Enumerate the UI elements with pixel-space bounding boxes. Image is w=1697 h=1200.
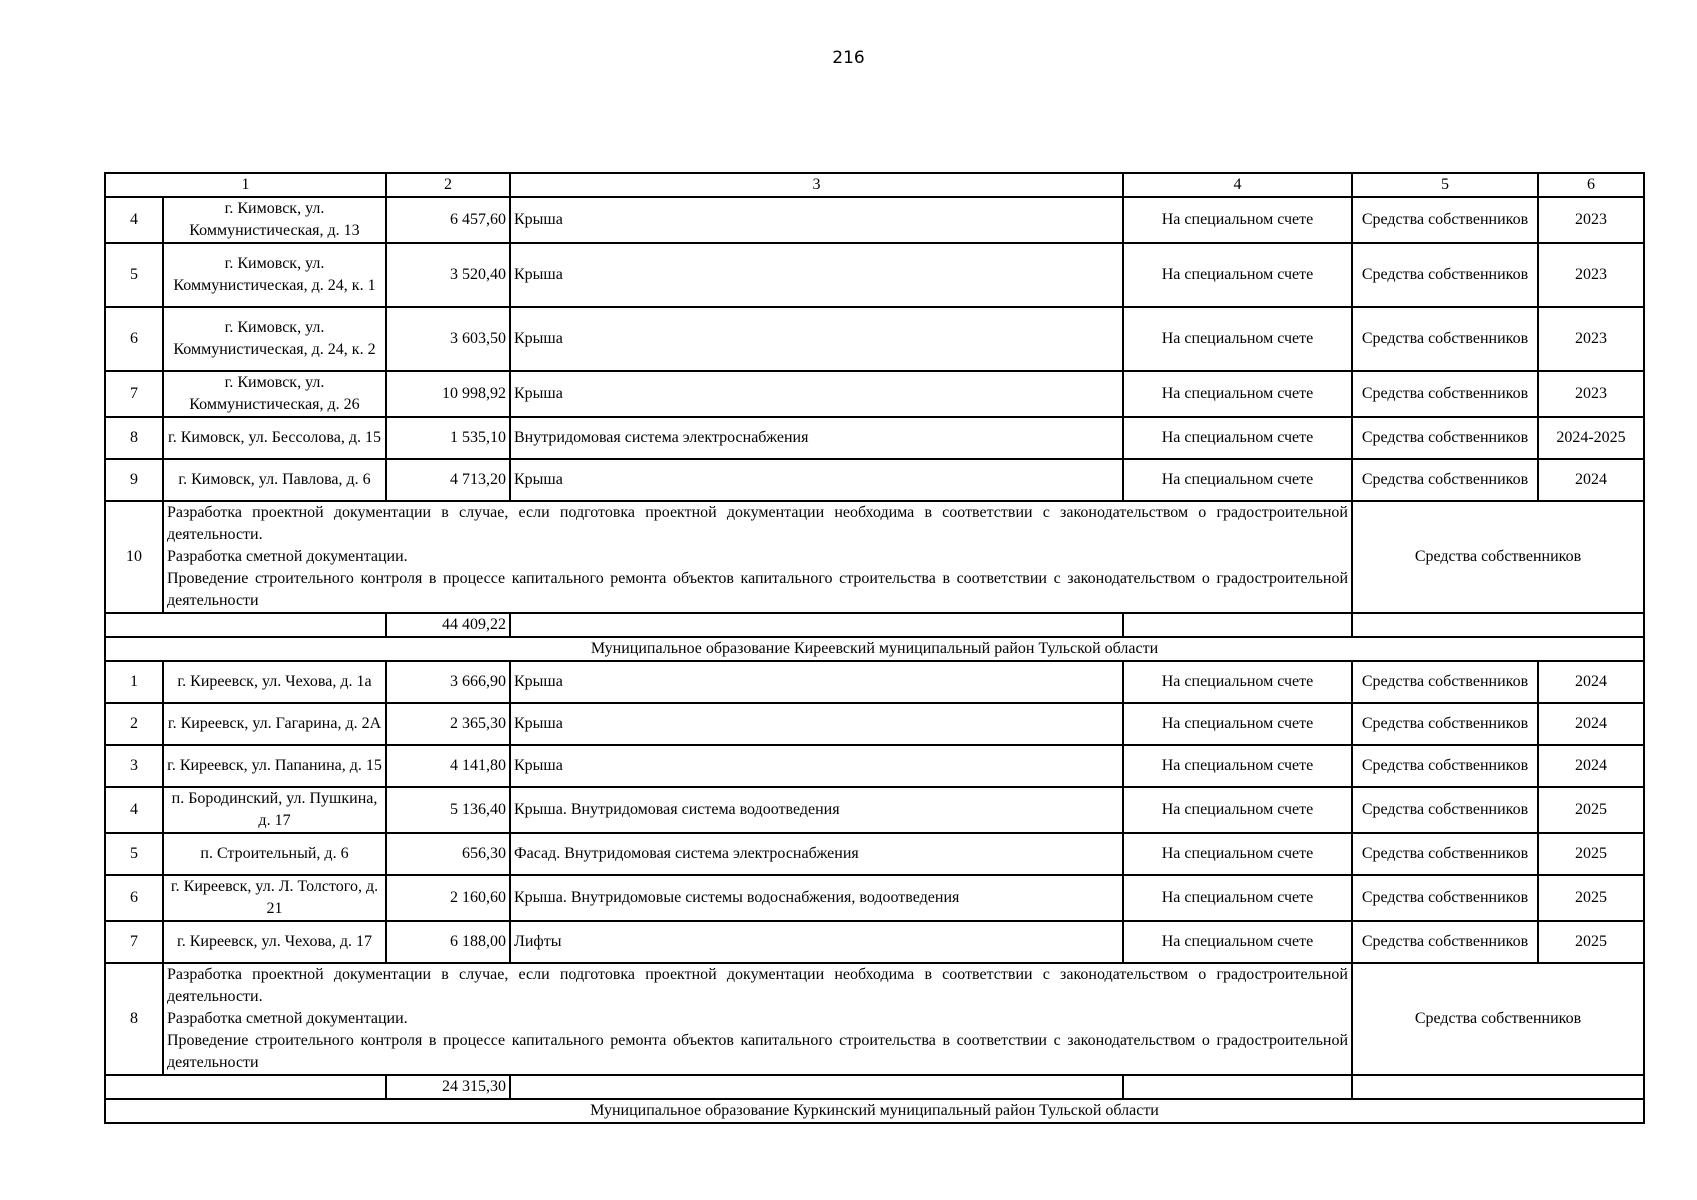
row-source: Средства собственников (1352, 921, 1538, 963)
row-method: На специальном счете (1123, 243, 1352, 307)
row-source: Средства собственников (1352, 963, 1644, 1075)
row-method: На специальном счете (1123, 417, 1352, 459)
row-number: 4 (105, 197, 163, 243)
total-cost: 24 315,30 (386, 1075, 510, 1099)
row-year: 2023 (1538, 197, 1644, 243)
row-year: 2024 (1538, 661, 1644, 703)
row-year: 2023 (1538, 371, 1644, 417)
table-row (105, 371, 1644, 417)
empty-cell (510, 1075, 1123, 1099)
row-year: 2023 (1538, 243, 1644, 307)
row-source: Средства собственников (1352, 197, 1538, 243)
design-docs-row (105, 963, 1644, 1075)
header-row (105, 173, 1644, 197)
row-address: г. Кимовск, ул. Коммунистическая, д. 26 (163, 371, 386, 417)
row-source: Средства собственников (1352, 833, 1538, 875)
design-docs-line: Проведение строительного контроля в процессе капитального ремонта объектов капитального строительства в соответствии с законодательством о градостроительной деятельности (167, 1032, 1348, 1071)
row-year: 2024 (1538, 703, 1644, 745)
row-work: Крыша (510, 661, 1123, 703)
table-row (105, 833, 1644, 875)
row-work: Крыша (510, 371, 1123, 417)
design-docs-description (163, 501, 1352, 613)
empty-cell (1123, 613, 1352, 637)
design-docs-line: Разработка проектной документации в случае, если подготовка проектной документации необходима в соответствии с законодательством о градостроительной деятельности. (167, 966, 1348, 1005)
empty-cell (1352, 1075, 1644, 1099)
row-year: 2024 (1538, 459, 1644, 501)
row-address: п. Бородинский, ул. Пушкина, д. 17 (163, 787, 386, 833)
row-work: Крыша (510, 745, 1123, 787)
capital-repair-table (104, 172, 1645, 1124)
table-row (105, 921, 1644, 963)
row-source: Средства собственников (1352, 371, 1538, 417)
row-work: Крыша (510, 703, 1123, 745)
empty-cell (1123, 1075, 1352, 1099)
header-col-4: 4 (1123, 173, 1352, 197)
row-number: 10 (105, 501, 163, 613)
design-docs-line: Проведение строительного контроля в процессе капитального ремонта объектов капитального строительства в соответствии с законодательством о градостроительной деятельности (167, 570, 1348, 609)
row-number: 8 (105, 417, 163, 459)
row-number: 2 (105, 703, 163, 745)
row-year: 2025 (1538, 833, 1644, 875)
row-number: 5 (105, 833, 163, 875)
row-year: 2025 (1538, 787, 1644, 833)
row-source: Средства собственников (1352, 787, 1538, 833)
row-address: г. Кимовск, ул. Коммунистическая, д. 24, к. 1 (163, 243, 386, 307)
row-source: Средства собственников (1352, 417, 1538, 459)
row-method: На специальном счете (1123, 307, 1352, 371)
table-row (105, 661, 1644, 703)
row-address: г. Киреевск, ул. Папанина, д. 15 (163, 745, 386, 787)
empty-cell (1352, 613, 1644, 637)
row-year: 2025 (1538, 875, 1644, 921)
row-method: На специальном счете (1123, 661, 1352, 703)
row-number: 8 (105, 963, 163, 1075)
header-col-2: 2 (386, 173, 510, 197)
header-col-5: 5 (1352, 173, 1538, 197)
row-year: 2024-2025 (1538, 417, 1644, 459)
row-address: г. Киреевск, ул. Чехова, д. 1а (163, 661, 386, 703)
row-address: п. Строительный, д. 6 (163, 833, 386, 875)
row-cost: 6 188,00 (386, 921, 510, 963)
section-title-row (105, 637, 1644, 661)
row-address: г. Кимовск, ул. Коммунистическая, д. 13 (163, 197, 386, 243)
row-cost: 5 136,40 (386, 787, 510, 833)
design-docs-line: Разработка сметной документации. (167, 1010, 408, 1027)
row-work: Лифты (510, 921, 1123, 963)
row-method: На специальном счете (1123, 703, 1352, 745)
total-row (105, 613, 1644, 637)
table-row (105, 787, 1644, 833)
row-cost: 656,30 (386, 833, 510, 875)
row-work: Крыша (510, 197, 1123, 243)
design-docs-description (163, 963, 1352, 1075)
row-method: На специальном счете (1123, 787, 1352, 833)
row-year: 2024 (1538, 745, 1644, 787)
row-cost: 3 520,40 (386, 243, 510, 307)
row-source: Средства собственников (1352, 501, 1644, 613)
design-docs-row (105, 501, 1644, 613)
row-year: 2025 (1538, 921, 1644, 963)
design-docs-line: Разработка проектной документации в случае, если подготовка проектной документации необходима в соответствии с законодательством о градостроительной деятельности. (167, 504, 1348, 543)
row-cost: 2 365,30 (386, 703, 510, 745)
row-number: 7 (105, 371, 163, 417)
table-row (105, 417, 1644, 459)
row-cost: 10 998,92 (386, 371, 510, 417)
row-cost: 3 666,90 (386, 661, 510, 703)
row-method: На специальном счете (1123, 921, 1352, 963)
row-method: На специальном счете (1123, 459, 1352, 501)
row-number: 5 (105, 243, 163, 307)
row-work: Фасад. Внутридомовая система электроснабжения (510, 833, 1123, 875)
section-title: Муниципальное образование Куркинский муниципальный район Тульской области (105, 1099, 1644, 1123)
header-col-6: 6 (1538, 173, 1644, 197)
row-method: На специальном счете (1123, 833, 1352, 875)
row-cost: 3 603,50 (386, 307, 510, 371)
table-row (105, 745, 1644, 787)
row-address: г. Кимовск, ул. Павлова, д. 6 (163, 459, 386, 501)
row-method: На специальном счете (1123, 745, 1352, 787)
row-address: г. Киреевск, ул. Чехова, д. 17 (163, 921, 386, 963)
row-number: 6 (105, 307, 163, 371)
table-row (105, 459, 1644, 501)
total-row (105, 1075, 1644, 1099)
design-docs-line: Разработка сметной документации. (167, 548, 408, 565)
table-row (105, 197, 1644, 243)
row-work: Внутридомовая система электроснабжения (510, 417, 1123, 459)
row-address: г. Кимовск, ул. Коммунистическая, д. 24, к. 2 (163, 307, 386, 371)
header-col-1: 1 (105, 173, 386, 197)
row-cost: 6 457,60 (386, 197, 510, 243)
empty-cell (510, 613, 1123, 637)
section-title-row (105, 1099, 1644, 1123)
row-number: 9 (105, 459, 163, 501)
row-number: 7 (105, 921, 163, 963)
table-row (105, 703, 1644, 745)
row-source: Средства собственников (1352, 875, 1538, 921)
section-title: Муниципальное образование Киреевский муниципальный район Тульской области (105, 637, 1644, 661)
row-address: г. Киреевск, ул. Л. Толстого, д. 21 (163, 875, 386, 921)
row-number: 6 (105, 875, 163, 921)
row-source: Средства собственников (1352, 745, 1538, 787)
row-cost: 4 141,80 (386, 745, 510, 787)
row-address: г. Киреевск, ул. Гагарина, д. 2А (163, 703, 386, 745)
row-cost: 2 160,60 (386, 875, 510, 921)
row-method: На специальном счете (1123, 197, 1352, 243)
row-work: Крыша. Внутридомовые системы водоснабжения, водоотведения (510, 875, 1123, 921)
table-row (105, 875, 1644, 921)
row-source: Средства собственников (1352, 661, 1538, 703)
row-method: На специальном счете (1123, 371, 1352, 417)
header-col-3: 3 (510, 173, 1123, 197)
row-source: Средства собственников (1352, 307, 1538, 371)
row-work: Крыша (510, 459, 1123, 501)
table-row (105, 243, 1644, 307)
total-cost: 44 409,22 (386, 613, 510, 637)
row-source: Средства собственников (1352, 703, 1538, 745)
row-number: 3 (105, 745, 163, 787)
total-label-cell (105, 1075, 386, 1099)
row-cost: 4 713,20 (386, 459, 510, 501)
row-work: Крыша (510, 243, 1123, 307)
row-source: Средства собственников (1352, 459, 1538, 501)
table-row (105, 307, 1644, 371)
row-year: 2023 (1538, 307, 1644, 371)
row-number: 1 (105, 661, 163, 703)
row-source: Средства собственников (1352, 243, 1538, 307)
row-method: На специальном счете (1123, 875, 1352, 921)
row-address: г. Кимовск, ул. Бессолова, д. 15 (163, 417, 386, 459)
row-work: Крыша (510, 307, 1123, 371)
row-cost: 1 535,10 (386, 417, 510, 459)
total-label-cell (105, 613, 386, 637)
row-work: Крыша. Внутридомовая система водоотведения (510, 787, 1123, 833)
page-number: 216 (832, 48, 865, 68)
row-number: 4 (105, 787, 163, 833)
